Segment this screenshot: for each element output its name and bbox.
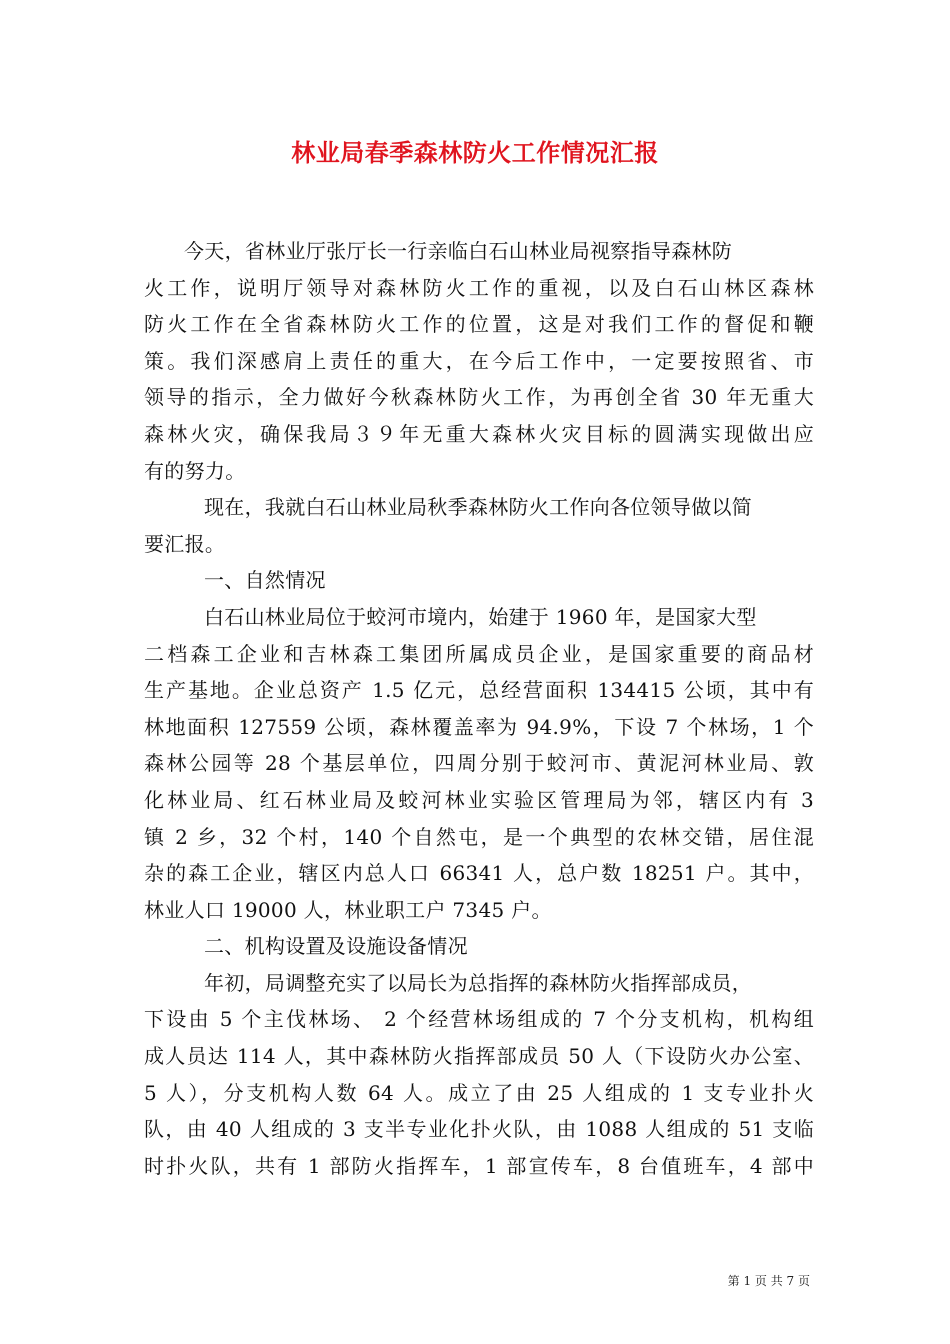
body-line: 策。我们深感肩上责任的重大，在今后工作中，一定要按照省、市: [144, 348, 814, 373]
document-title: 林业局春季森林防火工作情况汇报: [291, 138, 659, 167]
body-line: 杂的森工企业，辖区内总人口 66341 人，总户数 18251 户。其中，: [144, 861, 814, 886]
body-line: 森林公园等 28 个基层单位，四周分别于蛟河市、黄泥河林业局、敦: [144, 751, 814, 776]
section-heading: 二、机构设置及设施设备情况: [204, 934, 468, 959]
body-line: 生产基地。企业总资产 1.5 亿元，总经营面积 134415 公顷，其中有: [144, 678, 814, 703]
body-line: 有的努力。: [144, 458, 246, 483]
body-line: 火工作，说明厅领导对森林防火工作的重视，以及白石山林区森林: [144, 275, 814, 300]
body-line: 领导的指示，全力做好今秋森林防火工作，为再创全省 30 年无重大: [144, 385, 814, 410]
body-line: 白石山林业局位于蛟河市境内，始建于 1960 年，是国家大型: [204, 604, 757, 629]
page-number: 第 1 页 共 7 页: [727, 1274, 810, 1288]
body-line: 要汇报。: [144, 531, 226, 556]
body-line: 5 人），分支机构人数 64 人。成立了由 25 人组成的 1 支专业扑火: [144, 1080, 814, 1105]
body-line: 时扑火队，共有 1 部防火指挥车，1 部宣传车，8 台值班车，4 部中: [144, 1153, 814, 1178]
body-line: 林业人口 19000 人，林业职工户 7345 户。: [144, 897, 552, 922]
section-heading: 一、自然情况: [204, 568, 326, 593]
body-line: 林地面积 127559 公顷，森林覆盖率为 94.9%，下设 7 个林场，1 个: [144, 714, 814, 739]
body-line: 现在，我就白石山林业局秋季森林防火工作向各位领导做以简: [204, 495, 753, 520]
body-line: 队，由 40 人组成的 3 支半专业化扑火队，由 1088 人组成的 51 支临: [144, 1117, 814, 1142]
body-line: 今天，省林业厅张厅长一行亲临白石山林业局视察指导森林防: [184, 239, 733, 263]
body-line: 成人员达 114 人，其中森林防火指挥部成员 50 人（下设防火办公室、: [144, 1044, 814, 1069]
body-line: 森林火灾，确保我局３９年无重大森林火灾目标的圆满实现做出应: [144, 421, 814, 446]
body-line: 下设由 5 个主伐林场、 2 个经营林场组成的 7 个分支机构，机构组: [144, 1007, 814, 1032]
document-body: [144, 233, 814, 1184]
body-line: 防火工作在全省森林防火工作的位置，这是对我们工作的督促和鞭: [144, 312, 814, 337]
body-line: 年初，局调整充实了以局长为总指挥的森林防火指挥部成员，: [204, 970, 753, 995]
body-line: 二档森工企业和吉林森工集团所属成员企业，是国家重要的商品材: [144, 641, 814, 666]
body-line: 化林业局、红石林业局及蛟河林业实验区管理局为邻，辖区内有 3: [144, 787, 814, 812]
body-line: 镇 2 乡，32 个村，140 个自然屯，是一个典型的农林交错，居住混: [144, 824, 814, 849]
